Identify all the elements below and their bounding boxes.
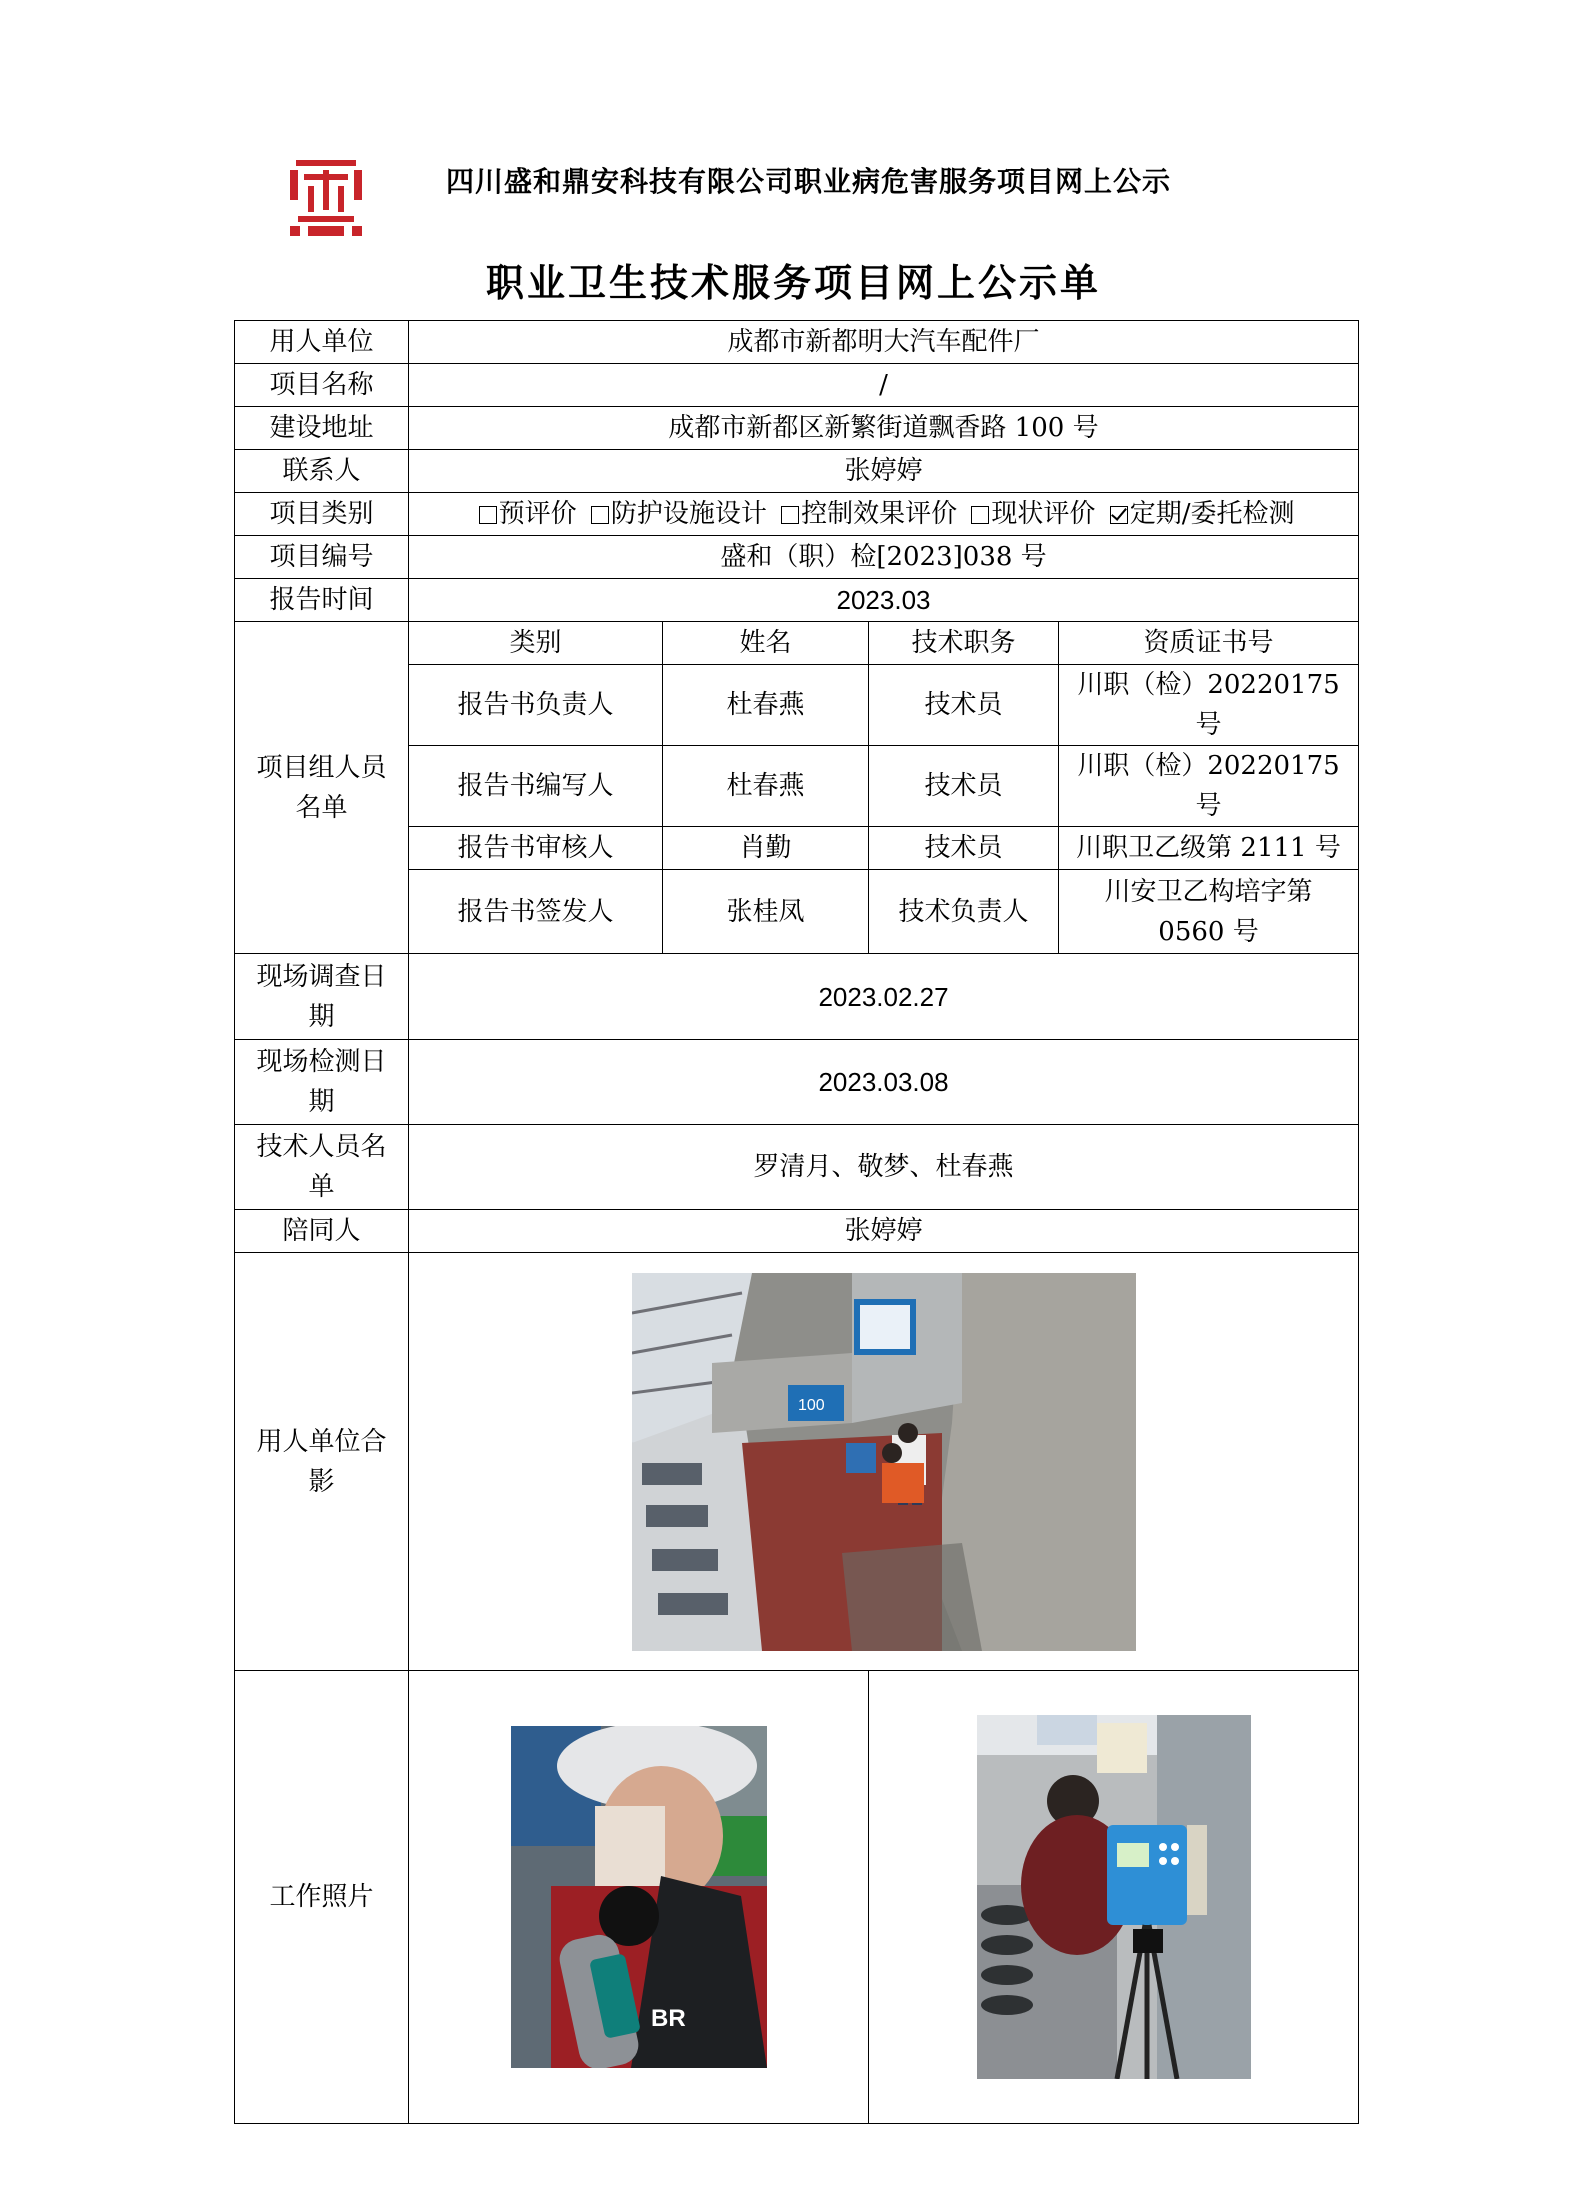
technicians-label-line1: 技术人员名 — [256, 1132, 387, 1162]
project-no-value: 盛和（职）检[2023]038 号 — [409, 536, 1359, 579]
page-header — [0, 0, 1587, 305]
team-cert-line2: 0560 号 — [1158, 916, 1259, 947]
team-role: 报告书编写人 — [409, 746, 663, 827]
work-photos-row — [235, 1671, 1359, 2124]
address-label: 建设地址 — [235, 407, 409, 450]
checkbox-periodic-testing[interactable] — [1110, 506, 1128, 524]
project-no-label: 项目编号 — [235, 536, 409, 579]
option-periodic-testing: 定期/委托检测 — [1129, 499, 1295, 529]
category-options — [409, 493, 1359, 536]
employer-row — [235, 321, 1359, 364]
noise-measurement-photo — [511, 1726, 767, 2068]
team-header-name: 姓名 — [663, 622, 869, 665]
checkbox-protection-design[interactable] — [591, 506, 609, 524]
team-role: 报告书签发人 — [409, 870, 663, 954]
project-no-row — [235, 536, 1359, 579]
address-row — [235, 407, 1359, 450]
team-label-line1: 项目组人员 — [256, 752, 387, 783]
dust-sampling-photo — [977, 1715, 1251, 2079]
team-title: 技术员 — [869, 746, 1059, 827]
team-header-row — [235, 622, 1359, 665]
escort-label: 陪同人 — [235, 1210, 409, 1253]
option-control-effect: 控制效果评价 — [801, 499, 958, 529]
team-label — [235, 622, 409, 954]
technicians-label — [235, 1125, 409, 1210]
checkbox-control-effect[interactable] — [781, 506, 799, 524]
team-header-cert: 资质证书号 — [1059, 622, 1359, 665]
survey-label-line2: 期 — [308, 1001, 335, 1032]
testing-label-line2: 期 — [308, 1087, 335, 1117]
category-row — [235, 493, 1359, 536]
group-photo-image — [632, 1273, 1136, 1651]
company-line: 四川盛和鼎安科技有限公司职业病危害服务项目网上公示 — [446, 165, 1172, 198]
project-name-label: 项目名称 — [235, 364, 409, 407]
technicians-row — [235, 1125, 1359, 1210]
project-name-value: / — [409, 364, 1359, 407]
escort-row — [235, 1210, 1359, 1253]
team-name: 张桂凤 — [663, 870, 869, 954]
survey-date-label — [235, 954, 409, 1040]
work-photo-cell-left — [409, 1671, 869, 2124]
company-logo — [286, 156, 366, 240]
survey-label-line1: 现场调查日 — [256, 961, 387, 992]
team-title: 技术员 — [869, 665, 1059, 746]
report-time-row — [235, 579, 1359, 622]
contact-row — [235, 450, 1359, 493]
testing-date-label — [235, 1040, 409, 1125]
category-label: 项目类别 — [235, 493, 409, 536]
team-cert: 川职（检）20220175 号 — [1059, 665, 1359, 746]
checkbox-status-evaluation[interactable] — [971, 506, 989, 524]
team-role: 报告书审核人 — [409, 827, 663, 870]
report-time-value: 2023.03 — [409, 579, 1359, 622]
team-name: 杜春燕 — [663, 746, 869, 827]
team-cert: 川职卫乙级第 2111 号 — [1059, 827, 1359, 870]
bag-print-text: BR — [650, 2005, 686, 2032]
survey-date-row — [235, 954, 1359, 1040]
team-title: 技术员 — [869, 827, 1059, 870]
technicians-label-line2: 单 — [308, 1172, 335, 1202]
team-header-title: 技术职务 — [869, 622, 1059, 665]
project-name-row — [235, 364, 1359, 407]
page-title: 职业卫生技术服务项目网上公示单 — [485, 260, 1101, 305]
group-photo-cell — [409, 1253, 1359, 1671]
contact-label: 联系人 — [235, 450, 409, 493]
team-header-category: 类别 — [409, 622, 663, 665]
option-protection-design: 防护设施设计 — [610, 499, 767, 529]
group-photo-label-line1: 用人单位合 — [256, 1426, 387, 1457]
team-role: 报告书负责人 — [409, 665, 663, 746]
team-name: 杜春燕 — [663, 665, 869, 746]
group-photo-row — [235, 1253, 1359, 1671]
survey-date-value: 2023.02.27 — [409, 954, 1359, 1040]
team-cert — [1059, 870, 1359, 954]
work-photos-label: 工作照片 — [235, 1671, 409, 2124]
testing-date-row — [235, 1040, 1359, 1125]
report-time-label: 报告时间 — [235, 579, 409, 622]
work-photo-cell-right — [869, 1671, 1359, 2124]
team-name: 肖勤 — [663, 827, 869, 870]
option-status-evaluation: 现状评价 — [991, 499, 1096, 529]
team-label-line2: 名单 — [295, 792, 348, 823]
testing-label-line1: 现场检测日 — [256, 1047, 387, 1077]
house-number-sign: 100 — [797, 1396, 825, 1414]
address-value: 成都市新都区新繁街道飘香路 100 号 — [409, 407, 1359, 450]
team-cert: 川职（检）20220175 号 — [1059, 746, 1359, 827]
team-cert-line1: 川安卫乙构培字第 — [1104, 876, 1313, 907]
notice-form-table — [234, 320, 1359, 2124]
group-photo-label — [235, 1253, 409, 1671]
group-photo-label-line2: 影 — [308, 1466, 335, 1497]
team-title: 技术负责人 — [869, 870, 1059, 954]
option-pre-evaluation: 预评价 — [498, 499, 577, 529]
contact-value: 张婷婷 — [409, 450, 1359, 493]
technicians-value: 罗清月、敬梦、杜春燕 — [409, 1125, 1359, 1210]
employer-label: 用人单位 — [235, 321, 409, 364]
checkbox-pre-evaluation[interactable] — [479, 506, 497, 524]
testing-date-value: 2023.03.08 — [409, 1040, 1359, 1125]
employer-value: 成都市新都明大汽车配件厂 — [409, 321, 1359, 364]
escort-value: 张婷婷 — [409, 1210, 1359, 1253]
